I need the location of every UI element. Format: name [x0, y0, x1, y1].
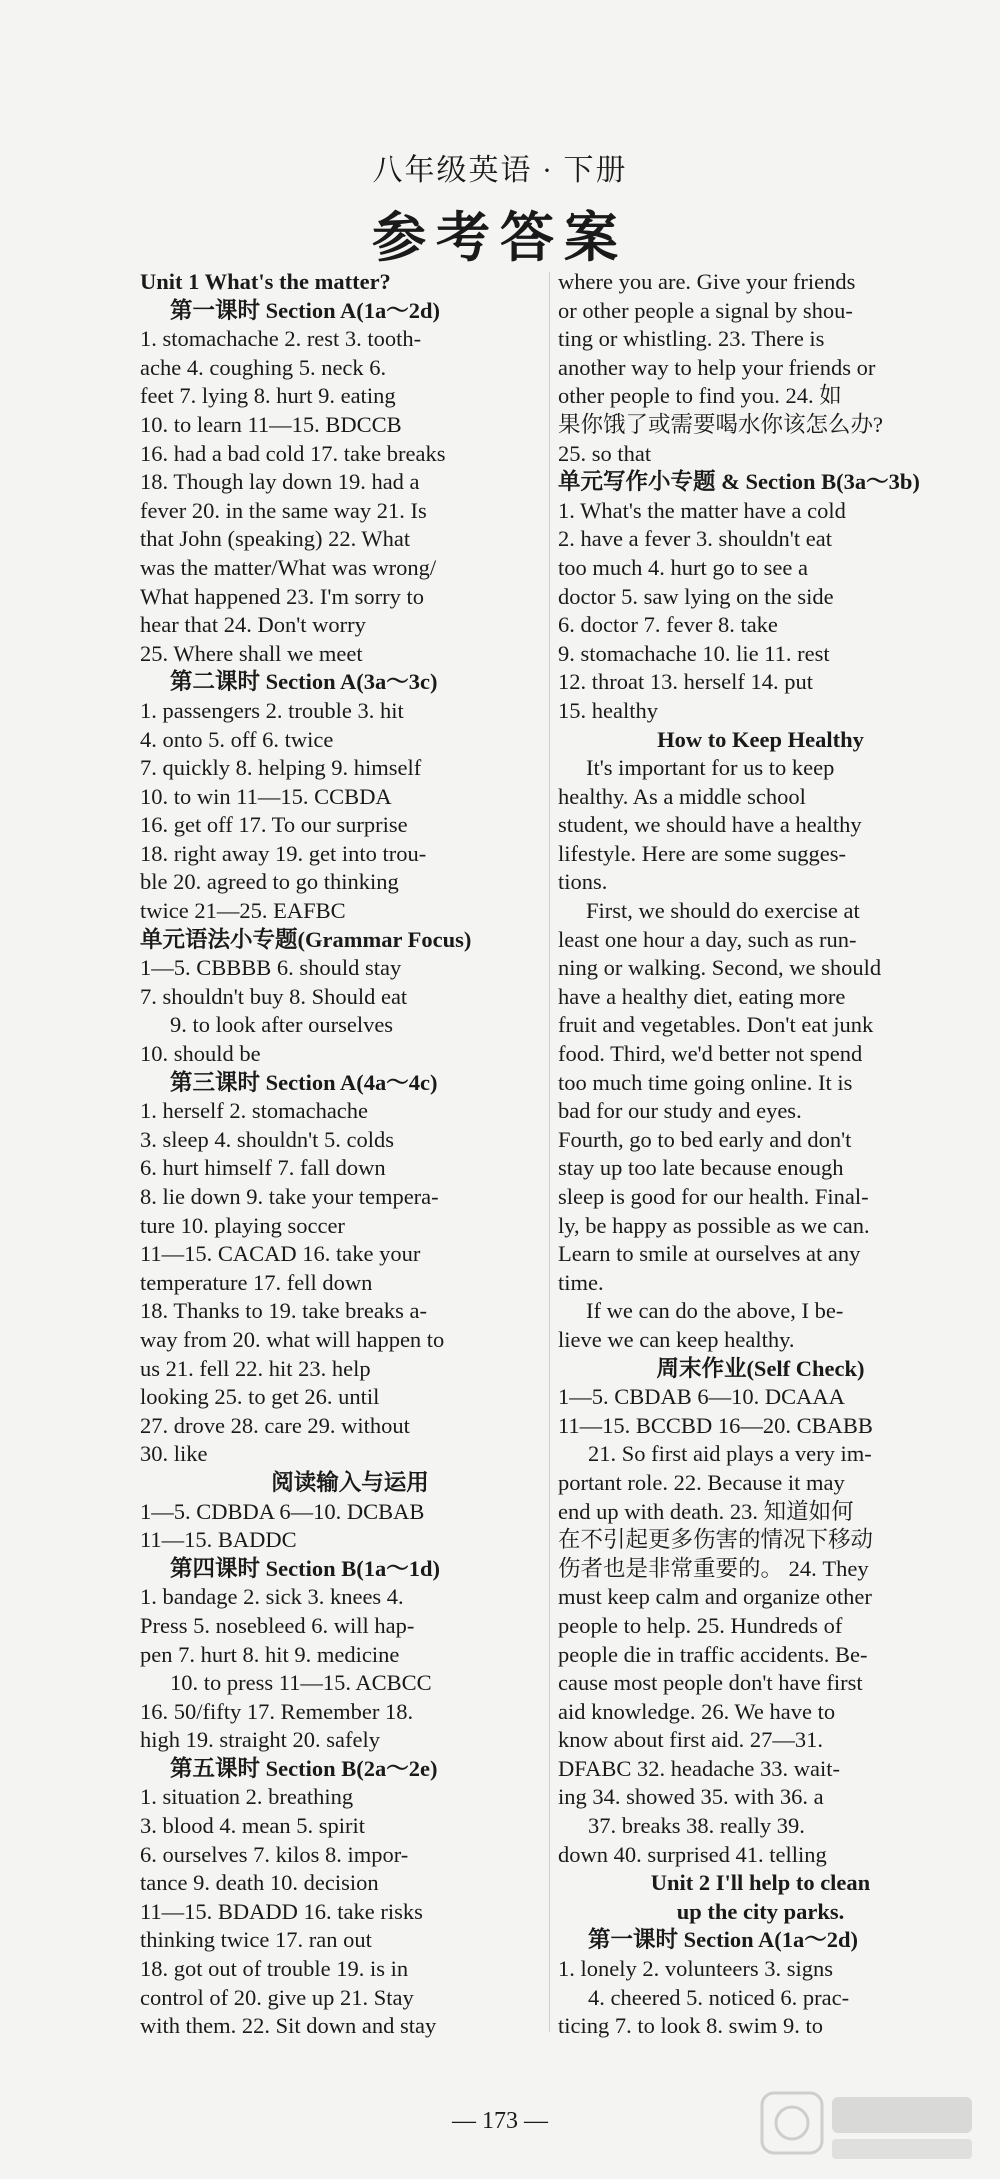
answer-line: 18. got out of trouble 19. is in: [140, 1956, 409, 1982]
essay-line: fruit and vegetables. Don't eat junk: [558, 1012, 874, 1038]
answer-line: 11—15. BCCBD 16—20. CBABB: [558, 1412, 873, 1438]
unit-heading: Unit 2 I'll help to clean: [650, 1870, 871, 1896]
essay-line: lieve we can keep healthy.: [558, 1326, 795, 1352]
answer-line: 25. so that: [558, 440, 652, 466]
answer-line: pen 7. hurt 8. hit 9. medicine: [140, 1641, 400, 1667]
answer-line: 11—15. BDADD 16. take risks: [140, 1898, 423, 1924]
mxqe-logo: [760, 2087, 980, 2167]
essay-line: First, we should do exercise at: [586, 898, 860, 924]
answer-line: doctor 5. saw lying on the side: [558, 583, 834, 609]
answer-line: 1—5. CBBBB 6. should stay: [140, 955, 402, 981]
answer-line: know about first aid. 27—31.: [558, 1727, 823, 1753]
section-heading: 单元写作小专题 & Section B(3a～3b): [558, 469, 920, 495]
answer-line: twice 21—25. EAFBC: [140, 898, 346, 924]
answer-line: high 19. straight 20. safely: [140, 1727, 380, 1753]
lesson-heading: 第四课时 Section B(1a～1d): [170, 1555, 441, 1581]
essay-line: stay up too late because enough: [558, 1155, 844, 1181]
answer-line: end up with death. 23. 知道如何: [558, 1498, 854, 1524]
right-answer-column: [558, 268, 963, 2041]
answer-line: 10. to learn 11—15. BDCCB: [140, 411, 402, 437]
answer-line: 37. breaks 38. really 39.: [588, 1813, 805, 1839]
answer-line: ting or whistling. 23. There is: [558, 326, 825, 352]
answer-line: 1. bandage 2. sick 3. knees 4.: [140, 1584, 404, 1610]
answer-line: where you are. Give your friends: [558, 269, 856, 294]
answer-line: thinking twice 17. ran out: [140, 1927, 372, 1953]
essay-line: have a healthy diet, eating more: [558, 983, 846, 1009]
answer-line: 果你饿了或需要喝水你该怎么办?: [558, 411, 883, 437]
page-title: 参考答案: [372, 206, 628, 269]
answer-line: 3. blood 4. mean 5. spirit: [140, 1813, 365, 1839]
answer-line: too much 4. hurt go to see a: [558, 554, 808, 580]
answer-line: 12. throat 13. herself 14. put: [558, 669, 813, 695]
answer-line: 18. Thanks to 19. take breaks a-: [140, 1298, 428, 1324]
answer-line: 18. Though lay down 19. had a: [140, 469, 420, 495]
answer-line: 1. lonely 2. volunteers 3. signs: [558, 1956, 833, 1982]
lesson-heading: 第一课时 Section A(1a～2d): [170, 297, 441, 323]
essay-line: tions.: [558, 869, 608, 895]
answer-line: ache 4. coughing 5. neck 6.: [140, 354, 387, 380]
answer-line: 15. healthy: [558, 697, 658, 723]
answer-line: Press 5. nosebleed 6. will hap-: [140, 1612, 415, 1638]
answer-line: temperature 17. fell down: [140, 1269, 373, 1295]
answer-line: 10. should be: [140, 1041, 261, 1067]
unit-heading: Unit 1 What's the matter?: [140, 269, 391, 294]
essay-line: Fourth, go to bed early and don't: [558, 1126, 852, 1152]
answer-line: aid knowledge. 26. We have to: [558, 1698, 836, 1724]
answer-line: 1. What's the matter have a cold: [558, 497, 846, 523]
answer-line: 25. Where shall we meet: [140, 640, 363, 666]
answer-line: ture 10. playing soccer: [140, 1212, 345, 1238]
column-divider: [549, 272, 550, 2032]
answer-line: 1—5. CDBDA 6—10. DCBAB: [140, 1498, 425, 1524]
answer-line: with them. 22. Sit down and stay: [140, 2013, 437, 2039]
answer-line: another way to help your friends or: [558, 354, 876, 380]
essay-line: If we can do the above, I be-: [586, 1298, 844, 1324]
answer-line: that John (speaking) 22. What: [140, 526, 411, 552]
answer-line: 伤者也是非常重要的。 24. They: [558, 1555, 869, 1581]
answer-line: 1. stomachache 2. rest 3. tooth-: [140, 326, 422, 352]
answer-line: way from 20. what will happen to: [140, 1326, 445, 1352]
essay-line: least one hour a day, such as run-: [558, 926, 857, 952]
answer-line: control of 20. give up 21. Stay: [140, 1984, 414, 2010]
answer-line: DFABC 32. headache 33. wait-: [558, 1755, 841, 1781]
answer-line: us 21. fell 22. hit 23. help: [140, 1355, 371, 1381]
essay-line: Learn to smile at ourselves at any: [558, 1241, 861, 1267]
essay-line: ning or walking. Second, we should: [558, 955, 882, 981]
answer-line: other people to find you. 24. 如: [558, 383, 842, 409]
answer-line: 6. ourselves 7. kilos 8. impor-: [140, 1841, 409, 1867]
answer-line: 3. sleep 4. shouldn't 5. colds: [140, 1126, 395, 1152]
answer-line: 7. quickly 8. helping 9. himself: [140, 755, 422, 781]
lesson-heading: 第五课时 Section B(2a～2e): [170, 1755, 438, 1781]
answer-line: people to help. 25. Hundreds of: [558, 1612, 843, 1638]
answer-line: 1—5. CBDAB 6—10. DCAAA: [558, 1384, 845, 1410]
answer-line: was the matter/What was wrong/: [140, 554, 437, 580]
essay-line: student, we should have a healthy: [558, 812, 862, 838]
page-number: — 173 —: [452, 2108, 548, 2134]
answer-line: 4. cheered 5. noticed 6. prac-: [588, 1984, 850, 2010]
essay-line: bad for our study and eyes.: [558, 1098, 802, 1124]
section-heading: 单元语法小专题(Grammar Focus): [140, 926, 472, 952]
essay-line: too much time going online. It is: [558, 1069, 853, 1095]
answer-line: 30. like: [140, 1441, 208, 1467]
essay-line: lifestyle. Here are some sugges-: [558, 840, 847, 866]
answer-line: or other people a signal by shou-: [558, 297, 853, 323]
answer-line: What happened 23. I'm sorry to: [140, 583, 424, 609]
answer-line: 4. onto 5. off 6. twice: [140, 726, 334, 752]
answer-line: 9. stomachache 10. lie 11. rest: [558, 640, 830, 666]
answer-line: feet 7. lying 8. hurt 9. eating: [140, 383, 396, 409]
essay-title: How to Keep Healthy: [657, 726, 864, 752]
answer-line: 21. So first aid plays a very im-: [588, 1441, 872, 1467]
answer-line: 10. to press 11—15. ACBCC: [170, 1670, 432, 1696]
answer-line: ing 34. showed 35. with 36. a: [558, 1784, 824, 1810]
answer-line: 16. had a bad cold 17. take breaks: [140, 440, 446, 466]
answer-line: cause most people don't have first: [558, 1670, 863, 1696]
essay-line: time.: [558, 1269, 604, 1295]
answer-line: 6. doctor 7. fever 8. take: [558, 612, 778, 638]
left-answer-column: [140, 268, 560, 2041]
answer-line: 8. lie down 9. take your tempera-: [140, 1184, 439, 1209]
answer-line: portant role. 22. Because it may: [558, 1469, 845, 1495]
answer-line: down 40. surprised 41. telling: [558, 1841, 827, 1867]
answer-line: 16. 50/fifty 17. Remember 18.: [140, 1698, 414, 1724]
essay-line: food. Third, we'd better not spend: [558, 1041, 863, 1067]
essay-line: healthy. As a middle school: [558, 783, 806, 809]
book-subtitle: 八年级英语 · 下册: [372, 154, 628, 187]
answer-line: tance 9. death 10. decision: [140, 1870, 379, 1896]
answer-line: 16. get off 17. To our surprise: [140, 812, 408, 838]
answer-line: 11—15. BADDC: [140, 1527, 297, 1553]
answer-line: 11—15. CACAD 16. take your: [140, 1241, 421, 1267]
section-heading: 阅读输入与运用: [271, 1469, 429, 1495]
answer-line: 在不引起更多伤害的情况下移动: [558, 1527, 874, 1553]
answer-line: 10. to win 11—15. CCBDA: [140, 783, 392, 809]
answer-line: ble 20. agreed to go thinking: [140, 869, 399, 895]
answer-line: must keep calm and organize other: [558, 1584, 872, 1610]
essay-line: sleep is good for our health. Final-: [558, 1184, 869, 1209]
answer-line: fever 20. in the same way 21. Is: [140, 497, 427, 523]
lesson-heading: 第三课时 Section A(4a～4c): [170, 1069, 438, 1095]
answer-line: 18. right away 19. get into trou-: [140, 840, 427, 866]
lesson-heading: 第二课时 Section A(3a～3c): [170, 669, 438, 695]
section-heading: 周末作业(Self Check): [656, 1355, 865, 1381]
essay-line: ly, be happy as possible as we can.: [558, 1212, 870, 1238]
unit-heading: up the city parks.: [676, 1898, 845, 1924]
answer-line: ticing 7. to look 8. swim 9. to: [558, 2013, 824, 2039]
essay-line: It's important for us to keep: [586, 755, 835, 781]
answer-line: looking 25. to get 26. until: [140, 1384, 380, 1410]
answer-line: 27. drove 28. care 29. without: [140, 1412, 410, 1438]
answer-line: 1. situation 2. breathing: [140, 1784, 354, 1810]
lesson-heading: 第一课时 Section A(1a～2d): [588, 1927, 859, 1953]
answer-line: 6. hurt himself 7. fall down: [140, 1155, 386, 1181]
answer-line: 2. have a fever 3. shouldn't eat: [558, 526, 832, 552]
answer-line: people die in traffic accidents. Be-: [558, 1641, 868, 1667]
answer-line: 1. herself 2. stomachache: [140, 1098, 369, 1124]
answer-line: hear that 24. Don't worry: [140, 612, 366, 638]
answer-line: 1. passengers 2. trouble 3. hit: [140, 697, 404, 723]
answer-line: 9. to look after ourselves: [170, 1012, 394, 1038]
answer-line: 7. shouldn't buy 8. Should eat: [140, 983, 408, 1009]
